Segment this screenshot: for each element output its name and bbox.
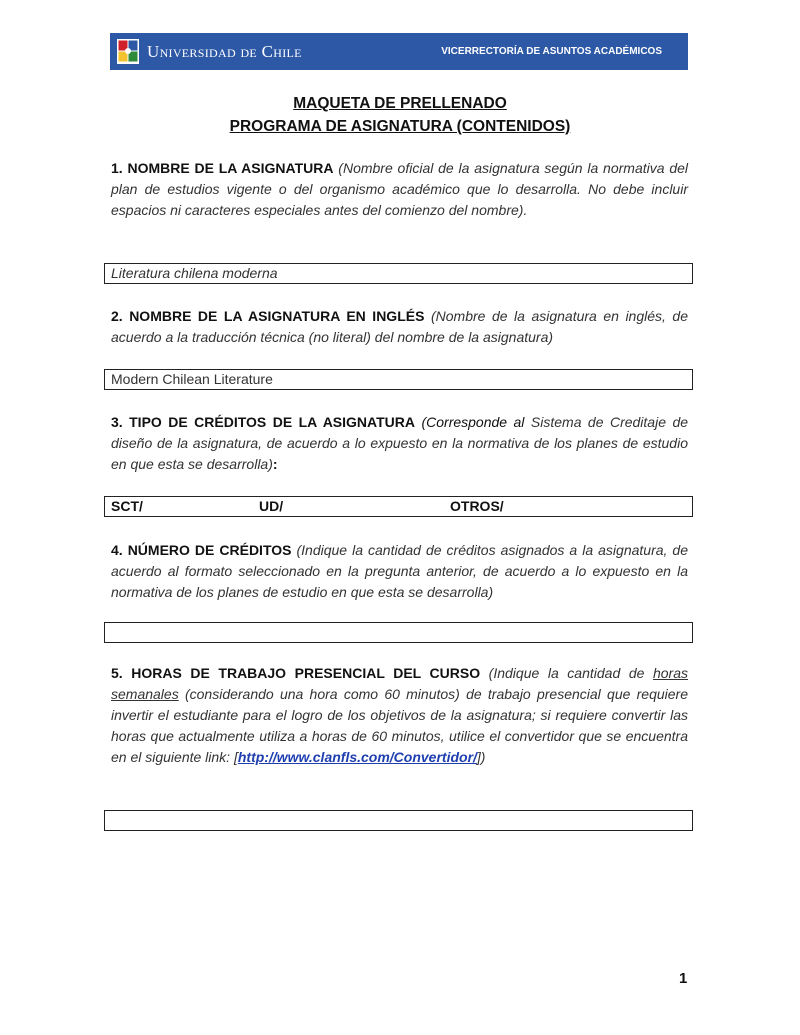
section-5-label: 5. HORAS DE TRABAJO PRESENCIAL DEL CURSO [111, 665, 481, 681]
page-number: 1 [679, 970, 688, 987]
link-close-bracket: ]) [476, 749, 486, 765]
section-4-text [111, 540, 688, 603]
section-3-text [111, 412, 688, 475]
section-5-text [111, 663, 688, 768]
header-banner [110, 33, 688, 70]
section-2-label: 2. NOMBRE DE LA ASIGNATURA EN INGLÉS [111, 308, 425, 324]
section-1-description: (Nombre oficial de la asignatura según la normativa del plan de estudios vigente o del organismo académico que lo desarrolla. No debe incluir espacios ni caracteres especiales antes del comienzo del nombre). [111, 160, 689, 218]
document-title: MAQUETA DE PRELLENADO [293, 95, 507, 112]
credit-type-sct: SCT/ [111, 498, 143, 514]
section-4-answer-field[interactable] [104, 622, 693, 643]
section-4-label: 4. NÚMERO DE CRÉDITOS [111, 542, 292, 558]
section-2-text [111, 306, 688, 348]
section-3-answer-field[interactable] [104, 496, 693, 517]
converter-link[interactable]: http://www.clanfls.com/Convertidor/ [237, 749, 477, 765]
section-1-label: 1. NOMBRE DE LA ASIGNATURA [111, 160, 334, 176]
section-5-answer-field[interactable] [104, 810, 693, 831]
section-5-description-b: (considerando una hora como 60 minutos) de trabajo presencial que requiere invertir el estudiante para el logro de los objetivos de la asignatura; si requiere convertir las horas que actualmente utiliza a horas de 60 minutos, utilice el convertidor que se encuentra en el siguiente link: [111, 686, 689, 765]
section-1-text [111, 158, 688, 221]
section-2-answer-field[interactable] [104, 369, 693, 390]
section-3-colon: : [272, 456, 278, 472]
document-subtitle: PROGRAMA DE ASIGNATURA (CONTENIDOS) [229, 118, 571, 135]
university-crest-icon [117, 39, 139, 64]
vice-rectorate-name: VICERRECTORÍA DE ASUNTOS ACADÉMICOS [441, 46, 662, 57]
link-open-bracket: [ [233, 749, 238, 765]
section-2-answer: Modern Chilean Literature [111, 371, 273, 387]
section-4-description: (Indique la cantidad de créditos asignados a la asignatura, de acuerdo al formato seleccionado en la pregunta anterior, de acuerdo a lo expuesto en la normativa de los planes de estudio en que esta se desarrolla) [111, 542, 688, 600]
section-3-label: 3. TIPO DE CRÉDITOS DE LA ASIGNATURA [111, 414, 415, 430]
section-1-answer: Literatura chilena moderna [111, 265, 278, 281]
section-1-answer-field[interactable] [104, 263, 693, 284]
section-2-description: (Nombre de la asignatura en inglés, de acuerdo a la traducción técnica (no literal) del nombre de la asignatura) [111, 308, 689, 345]
university-name: Universidad de Chile [147, 42, 302, 61]
section-3-description-b: Sistema de Creditaje de diseño de la asignatura, de acuerdo a lo expuesto en la normativa de los planes de estudio en que esta se desarrolla) [111, 414, 689, 472]
section-5-description-underlined: horas semanales [111, 665, 688, 702]
section-5-description-a: (Indique la cantidad de [488, 665, 645, 681]
section-3-description-a: (Corresponde al [421, 414, 525, 430]
credit-type-otros: OTROS/ [450, 498, 504, 514]
credit-type-ud: UD/ [259, 498, 284, 514]
